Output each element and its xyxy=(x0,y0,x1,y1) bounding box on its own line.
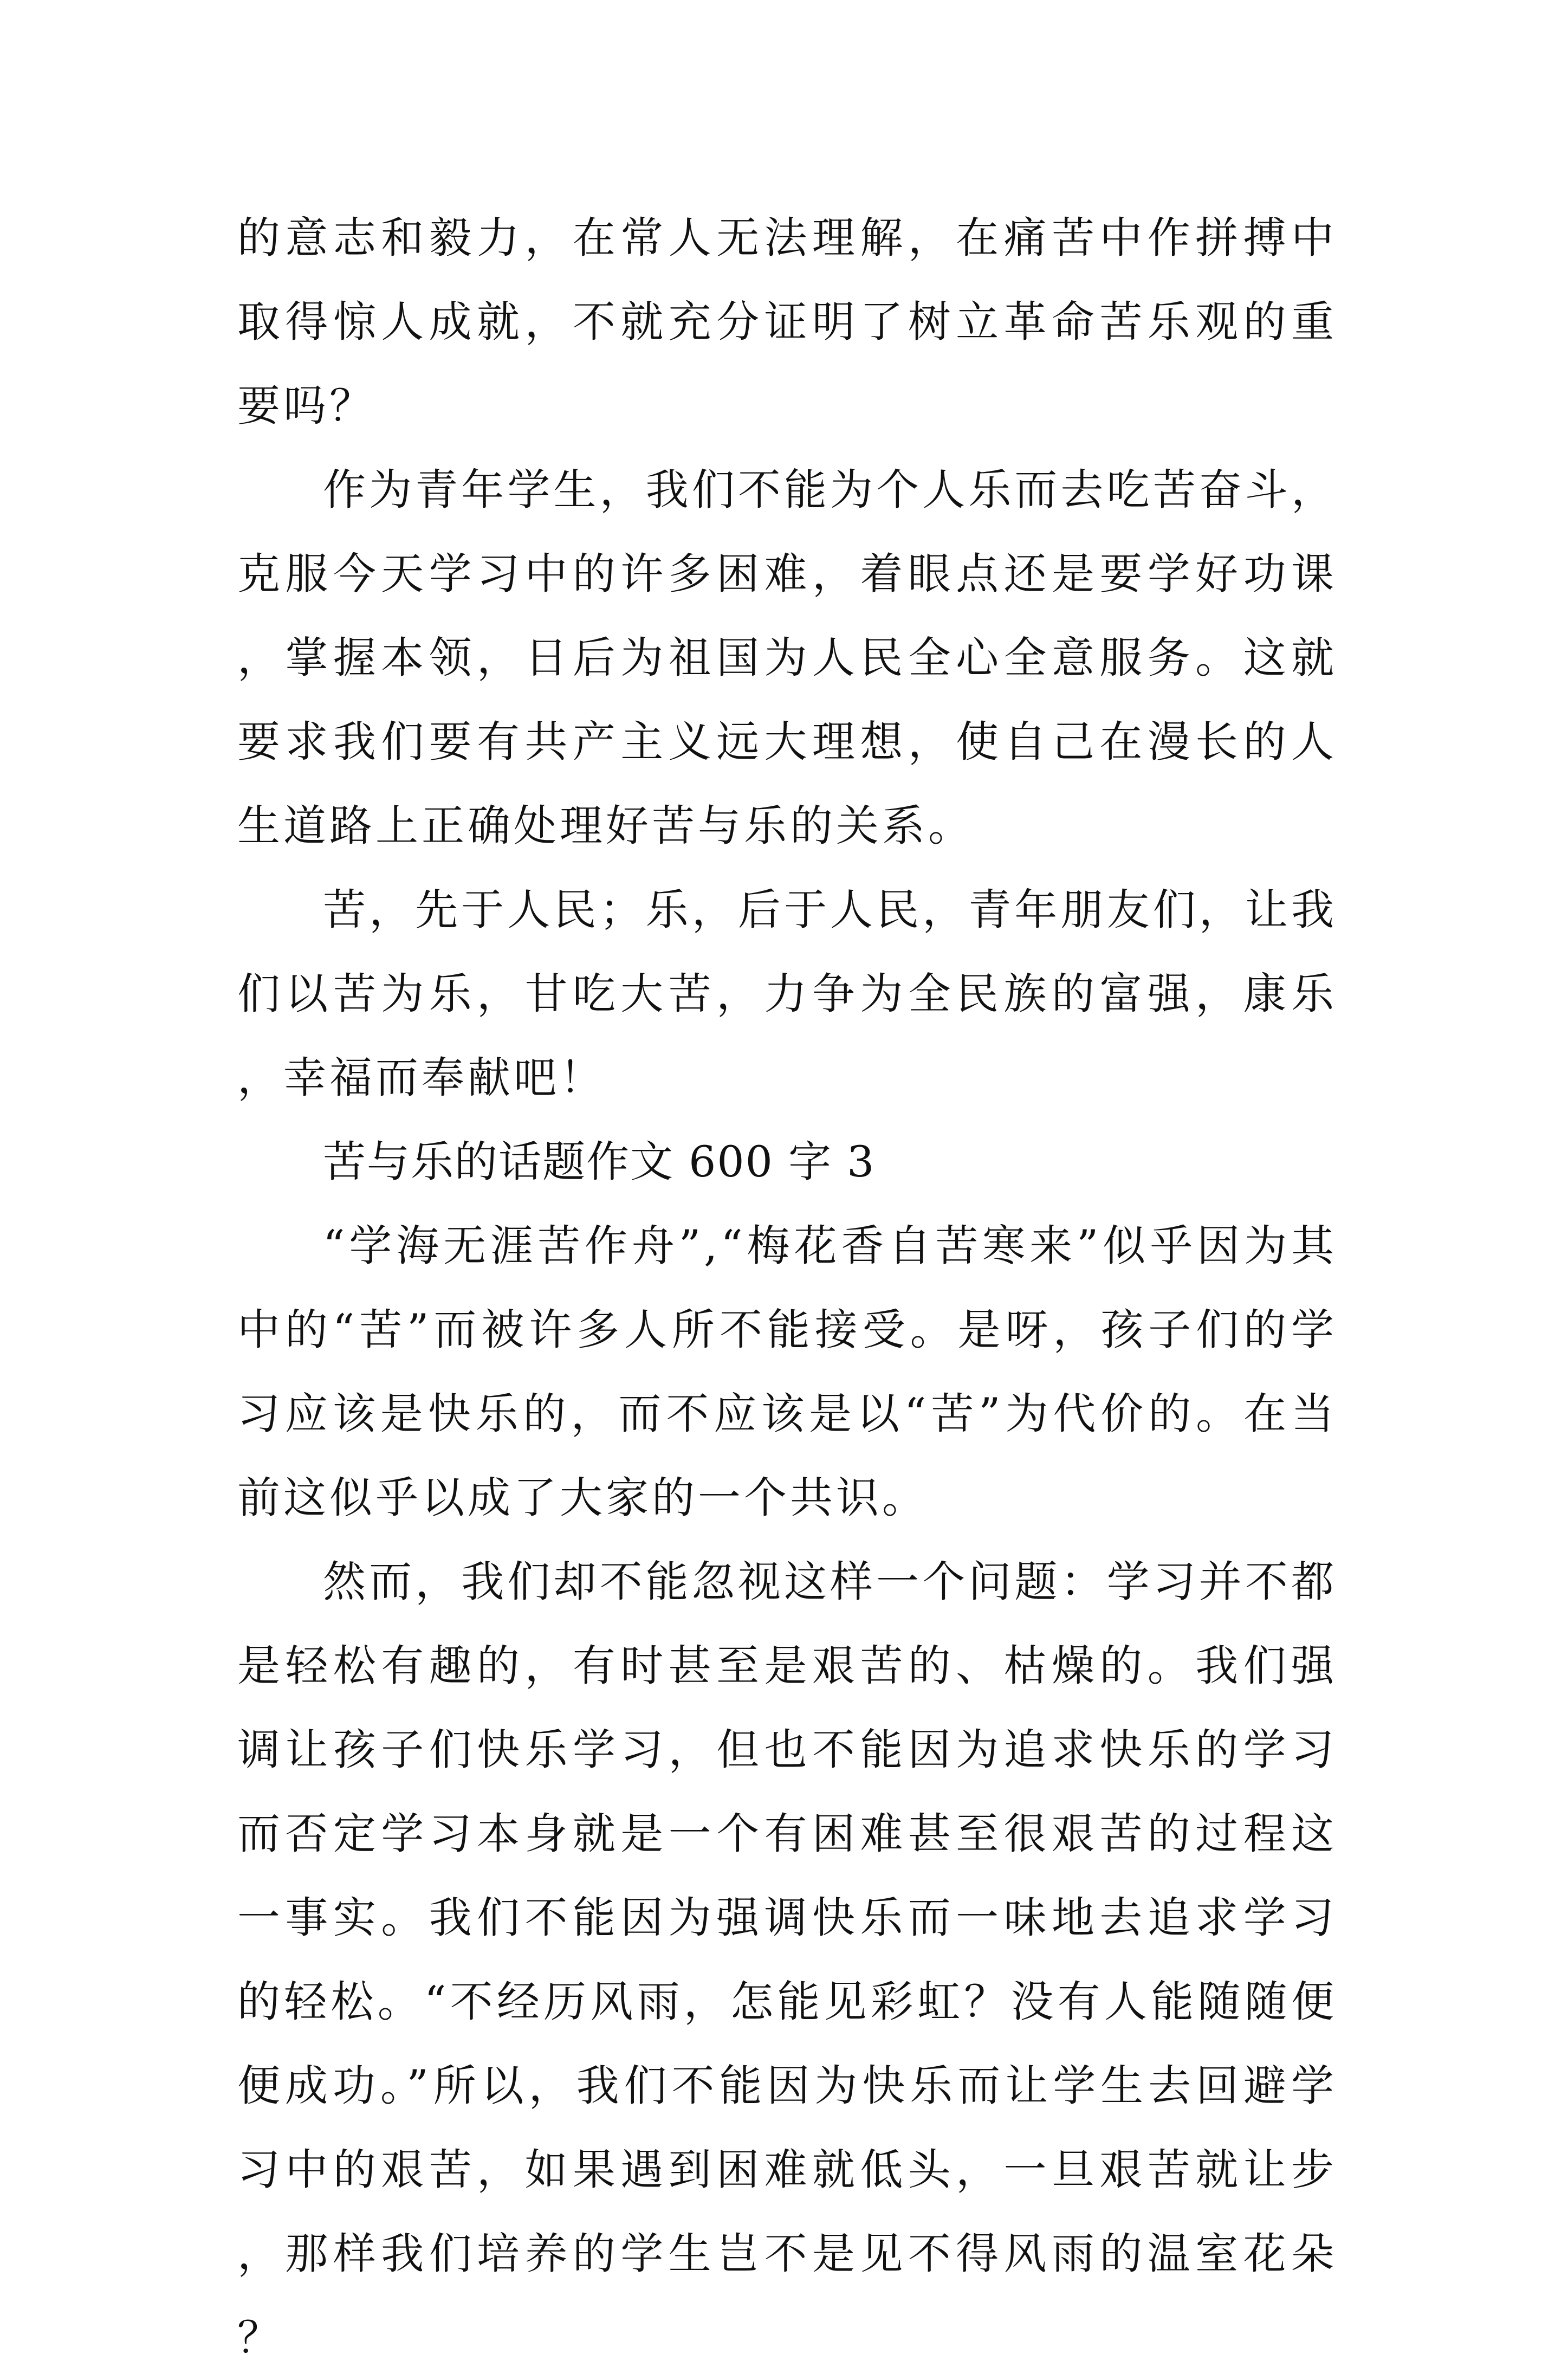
paragraph-youth-students: 作为青年学生，我们不能为个人乐而去吃苦奋斗，克服今天学习中的许多困难，着眼点还是要学好功课，掌握本领，日后为祖国为人民全心全意服务。这就要求我们要有共产主义远大理想，使自己在漫长的人生道路上正确处理好苦与乐的关系。 xyxy=(237,465,1337,851)
paragraph-however: 然而，我们却不能忽视这样一个问题：学习并不都是轻松有趣的，有时甚至是艰苦的、枯燥的。我们强调让孩子们快乐学习，但也不能因为追求快乐的学习而否定学习本身就是一个有困难甚至很艰苦的过程这一事实。我们不能因为强调快乐而一味地去追求学习的轻松。“不经历风雨，怎能见彩虹？没有人能随随便便成功。”所以，我们不能因为快乐而让学生去回避学习中的艰苦，如果遇到困难就低头，一旦艰苦就让步，那样我们培养的学生岂不是见不得风雨的温室花朵？ xyxy=(237,1557,1337,2363)
paragraph-bitter-first: 苦，先于人民；乐，后于人民，青年朋友们，让我们以苦为乐，甘吃大苦，力争为全民族的富强，康乐，幸福而奉献吧！ xyxy=(237,885,1337,1103)
document-body xyxy=(237,196,1337,2380)
essay-heading: 苦与乐的话题作文 600 字 3 xyxy=(323,1137,876,1187)
paragraph-sea-of-learning: “学海无涯苦作舟”,“梅花香自苦寒来”似乎因为其中的“苦”而被许多人所不能接受。是呀，孩子们的学习应该是快乐的，而不应该是以“苦”为代价的。在当前这似乎以成了大家的一个共识。 xyxy=(237,1221,1337,1523)
paragraph-continuation: 的意志和毅力，在常人无法理解，在痛苦中作拼搏中取得惊人成就，不就充分证明了树立革命苦乐观的重要吗？ xyxy=(237,213,1337,431)
